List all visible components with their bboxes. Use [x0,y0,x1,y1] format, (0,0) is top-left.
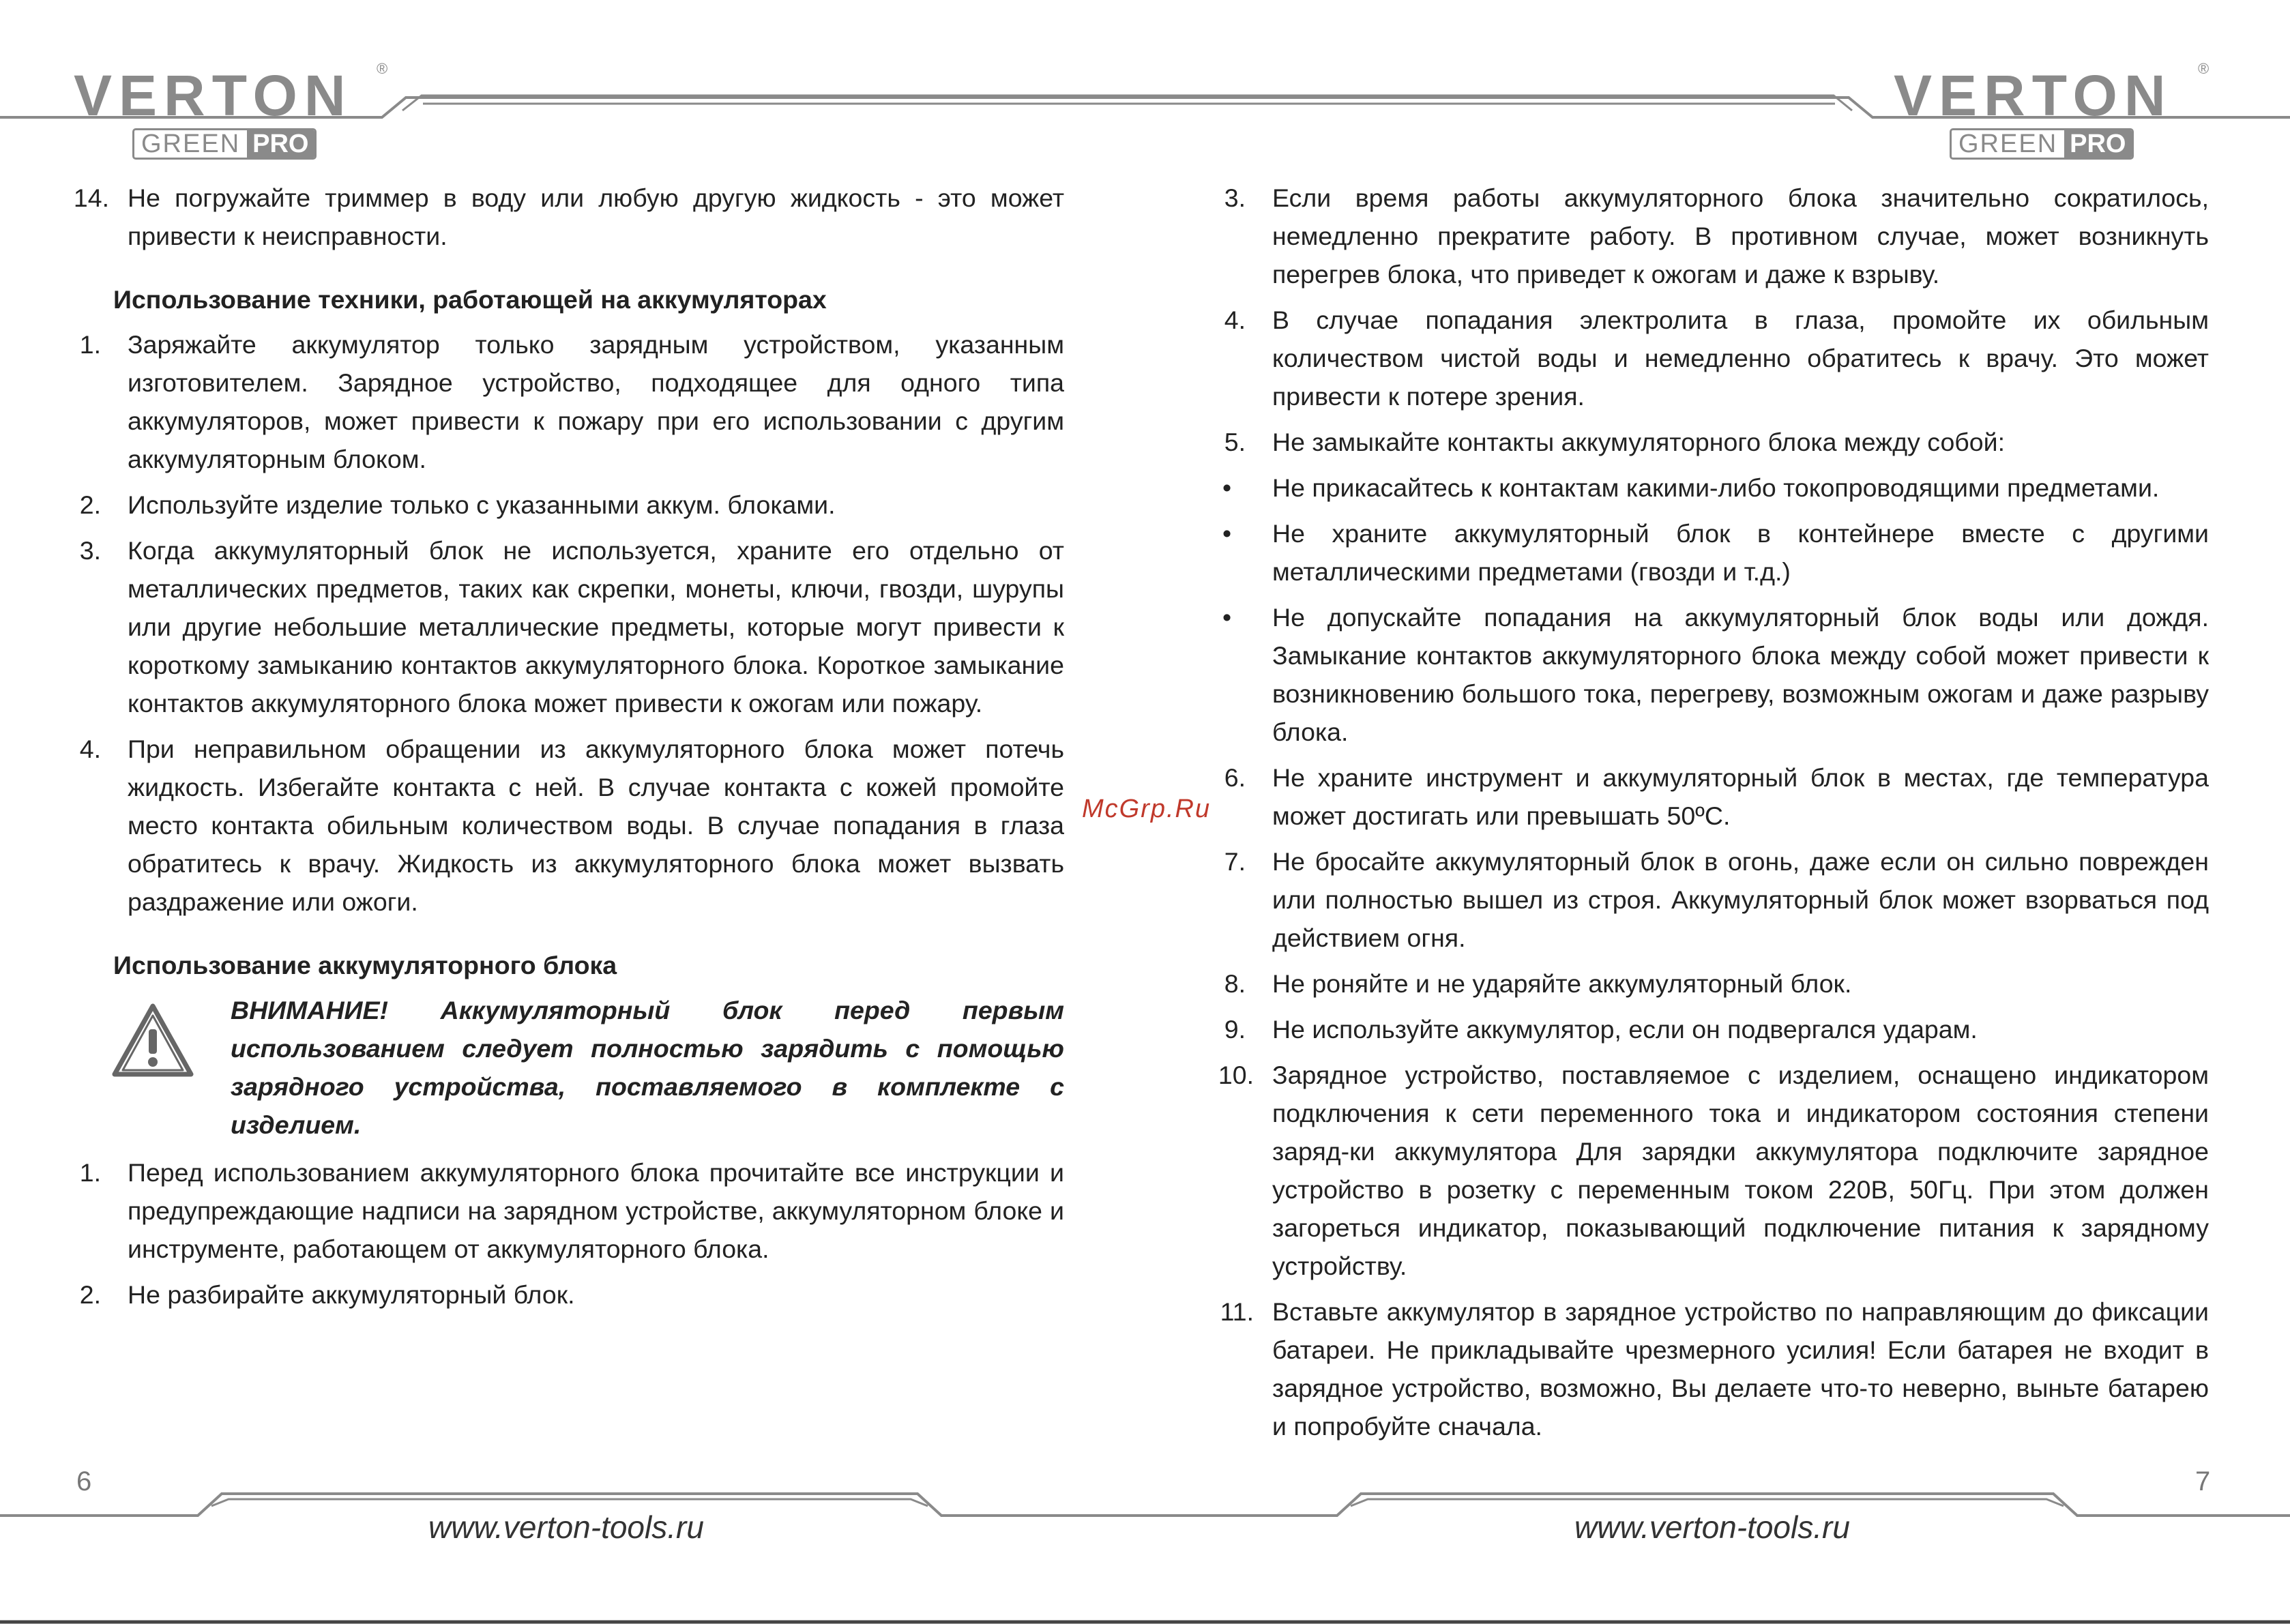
registered-mark-right: ® [2198,60,2210,77]
section-heading-battery-use: Использование аккумуляторного блока [113,951,617,979]
list-item [68,179,1064,255]
list-item [1213,1010,2209,1048]
item-number: 1. [79,1158,101,1187]
footer-url-right[interactable]: www.verton-tools.ru [1574,1509,1850,1545]
list-item [1213,423,2209,461]
list-item [68,486,1064,524]
item-text: Зарядное устройство, поставляемое с изделием, оснащено индикатором подключения к сети переменного тока и индикатором состояния степени заряд‑ки аккумулятора Для зарядки аккумулятора подключите зарядное устройство в розетку с переменным током 220В, 50Гц. При этом должен загореться индикатор, показывающий подключение питания к зарядному устройству. [1272,1061,2209,1280]
item-number: 9. [1224,1015,1246,1044]
item-number: 4. [79,735,101,763]
item-number: 2. [79,1280,101,1309]
item-number: 3. [79,536,101,565]
green-pro-badge-left [132,128,317,160]
list-item [1213,842,2209,957]
brand-logo-right: VERTON [1894,63,2173,128]
warning-block [68,991,1064,1144]
list-item [68,531,1064,722]
right-page-column [1213,179,2209,1453]
list-item [1213,758,2209,835]
list-item [1213,1056,2209,1285]
item-number: 3. [1224,183,1246,212]
item-text: Не погружайте триммер в воду или любую другую жидкость - это может привести к неисправности. [128,183,1064,250]
list-item [68,1153,1064,1268]
item-text: Перед использованием аккумуляторного блока прочитайте все инструкции и предупреждающие надписи на зарядном устройстве, аккумуляторном блоке и инструменте, работающем от аккумуляторного блока. [128,1158,1064,1263]
item-number: 2. [79,490,101,519]
badge-green-text: GREEN [1958,130,2058,158]
page-number-left: 6 [76,1466,92,1496]
badge-pro-text: PRO [247,130,314,158]
list-item [68,730,1064,921]
item-number: 10. [1218,1061,1254,1089]
warning-triangle-icon [109,1001,196,1080]
list-item [1213,301,2209,415]
item-number: 4. [1224,306,1246,334]
item-number: 11. [1220,1297,1254,1326]
item-text: При неправильном обращении из аккумуляторного блока может потечь жидкость. Избегайте контакта с ней. В случае контакта с кожей промойте место контакта обильным количеством воды. В случае попадания в глаза обратитесь к врачу. Жидкость из аккумуляторного блока может вызвать раздражение или ожоги. [128,735,1064,916]
list-item [68,325,1064,478]
item-number: 7. [1224,847,1246,876]
item-text: Не замыкайте контакты аккумуляторного блока между собой: [1272,428,2006,456]
badge-pro-text: PRO [2064,130,2131,158]
item-text: В случае попадания электролита в глаза, промойте их обильным количеством чистой воды и немедленно обратитесь к врачу. Это может привести к потере зрения. [1272,306,2209,411]
list-item [1213,964,2209,1003]
item-text: Не храните инструмент и аккумуляторный блок в местах, где температура может достигать или превышать 50ºC. [1272,763,2209,830]
bullet-item [1213,469,2209,507]
item-text: Не храните аккумуляторный блок в контейнере вместе с другими металлическими предметами (гвозди и т.д.) [1272,519,2209,586]
page-number-right: 7 [2195,1466,2211,1496]
bullet-item [1213,514,2209,591]
registered-mark-left: ® [377,60,388,77]
item-text: Не используйте аккумулятор, если он подвергался ударам. [1272,1015,1978,1044]
badge-green-text: GREEN [141,130,241,158]
item-number: 6. [1224,763,1246,792]
list-item [68,1275,1064,1314]
item-number: 14. [73,183,109,212]
item-number: 5. [1224,428,1246,456]
warning-text: ВНИМАНИЕ! Аккумуляторный блок перед первым использованием следует полностью зарядить с помощью зарядного устройства, поставляемого в комплекте с изделием. [231,996,1064,1139]
bullet-item [1213,598,2209,751]
item-text: Не роняйте и не ударяйте аккумуляторный блок. [1272,969,1852,998]
green-pro-badge-right [1950,128,2134,160]
watermark-text: McGrp.Ru [1082,795,1212,823]
item-text: Вставьте аккумулятор в зарядное устройство по направляющим до фиксации батареи. Не прикладывайте чрезмерного усилия! Если батарея не входит в зарядное устройство, возможно, Вы делаете что-то неверно, выньте батарею и попробуйте сначала. [1272,1297,2209,1441]
item-text: Когда аккумуляторный блок не используется, храните его отдельно от металлических предметов, таких как скрепки, монеты, ключи, гвозди, шурупы или другие небольшие металлические предметы, которые могут привести к короткому замыканию контактов аккумуляторного блока. Короткое замыкание контактов аккумуляторного блока может привести к ожогам или пожару. [128,536,1064,718]
item-number: 1. [79,330,101,359]
list-item [1213,1293,2209,1445]
footer-url-left[interactable]: www.verton-tools.ru [428,1509,704,1545]
item-text: Если время работы аккумуляторного блока значительно сократилось, немедленно прекратите работу. В противном случае, может возникнуть перегрев блока, что приведет к ожогам и даже к взрыву. [1272,183,2209,289]
item-text: Не прикасайтесь к контактам какими-либо токопроводящими предметами. [1272,473,2160,502]
item-number: 8. [1224,969,1246,998]
brand-logo-left: VERTON [74,63,353,128]
left-page-column [68,179,1064,1321]
bullet-icon: • [1222,603,1232,632]
bullet-icon: • [1222,519,1232,548]
list-item [1213,179,2209,293]
item-text: Используйте изделие только с указанными аккум. блоками. [128,490,836,519]
item-text: Заряжайте аккумулятор только зарядным устройством, указанным изготовителем. Зарядное устройство, подходящее для одного типа аккумуляторов, может привести к пожару при его использовании с другим аккумуляторным блоком. [128,330,1064,473]
bullet-icon: • [1222,473,1232,502]
item-text: Не допускайте попадания на аккумуляторный блок воды или дождя. Замыкание контактов аккумуляторного блока между собой может привести к возникновению большого тока, перегреву, возможным ожогам и даже разрыву блока. [1272,603,2209,746]
section-heading-battery-tools: Использование техники, работающей на аккумуляторах [113,285,827,314]
item-text: Не бросайте аккумуляторный блок в огонь, даже если он сильно поврежден или полностью вышел из строя. Аккумуляторный блок может взорваться под действием огня. [1272,847,2209,952]
item-text: Не разбирайте аккумуляторный блок. [128,1280,575,1309]
